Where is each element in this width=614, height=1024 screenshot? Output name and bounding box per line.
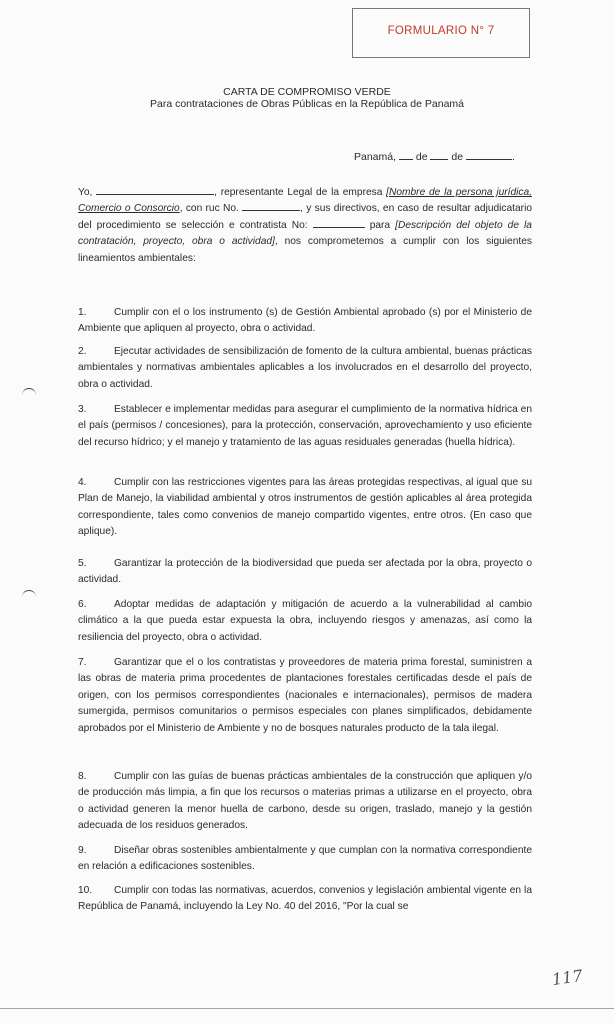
date-line: Panamá, de de .	[354, 151, 515, 163]
year-blank	[466, 150, 512, 160]
commitment-text: Garantizar la protección de la biodiversidad que pueda ser afectada por la obra, proyecto o actividad.	[78, 558, 532, 586]
contract-number-blank	[313, 218, 365, 228]
commitment-number: 2.	[78, 346, 87, 357]
intro-directivos: , y sus directivos, en caso de resultar adjudicatario del procedimiento se selección e contratista No:	[78, 203, 533, 231]
handwritten-page-number: 117	[550, 965, 584, 990]
commitment-item	[78, 475, 532, 541]
commitment-number: 6.	[78, 599, 87, 610]
commitment-number: 5.	[78, 558, 87, 569]
commitment-text: Diseñar obras sostenibles ambientalmente y que cumplan con la normativa correspondiente en relación a edificaciones sostenibles.	[78, 845, 532, 873]
month-blank	[430, 150, 448, 160]
commitment-number: 10.	[78, 885, 93, 896]
date-city: Panamá,	[354, 151, 397, 163]
commitment-item	[78, 305, 532, 338]
commitment-text: Ejecutar actividades de sensibilización de fomento de la cultura ambiental, buenas prácticas ambientales y normativas ambientales aplicables a los involucrados en el desarrollo del proyecto, obra o actividad.	[78, 346, 532, 390]
commitment-number: 1.	[78, 307, 87, 318]
ruc-blank	[242, 201, 300, 211]
commitment-item	[78, 769, 532, 835]
commitment-number: 7.	[78, 657, 87, 668]
commitment-text: Establecer e implementar medidas para asegurar el cumplimiento de la normativa hídrica en el país (permisos / concesiones), para la protección, conservación, aprovechamiento y uso eficiente del recurso hídrico; y el manejo y tratamiento de las aguas residuales generadas (huella hídrica).	[78, 404, 532, 448]
commitment-number: 3.	[78, 404, 87, 415]
name-blank	[96, 185, 214, 195]
commitment-text: Adoptar medidas de adaptación y mitigación de acuerdo a la vulnerabilidad al cambio climático a la que pueda estar expuesta la obra, incluyendo riesgos y amenazas, así como la resiliencia del proyecto, obra o actividad.	[78, 599, 532, 643]
commitment-item	[78, 556, 532, 589]
form-number-box	[352, 8, 530, 58]
intro-end: , nos comprometemos a cumplir con los siguientes lineamientos ambientales:	[78, 236, 532, 264]
scan-edge-line	[0, 1008, 614, 1009]
form-number-label: FORMULARIO N° 7	[387, 25, 495, 37]
commitment-item	[78, 402, 532, 451]
binder-hole-mark	[22, 590, 36, 599]
company-placeholder: [Nombre de la persona jurídica, Comercio o Consorcio	[78, 187, 532, 215]
day-blank	[399, 150, 413, 160]
binder-hole-mark	[22, 388, 36, 397]
commitment-number: 9.	[78, 845, 87, 856]
intro-para: para	[369, 219, 391, 231]
commitment-text: Cumplir con las guías de buenas prácticas ambientales de la construcción que apliquen y/o de producción más limpia, a fin que los recursos o materias primas a utilizarse en el proyecto, obra o actividad generen la menor huella de carbono, desde su origen, traslado, manejo y la gestión adecuada de los residuos generados.	[78, 771, 532, 832]
description-placeholder: [Descripción del objeto de la contratación, proyecto, obra o actividad]	[78, 219, 532, 248]
date-de-1: de	[415, 151, 428, 163]
commitment-text: Cumplir con el o los instrumento (s) de Gestión Ambiental aprobado (s) por el Ministerio de Ambiente que apliquen al proyecto, obra o actividad.	[78, 307, 532, 335]
commitment-text: Garantizar que el o los contratistas y proveedores de materia prima forestal, suministren a las obras de materia prima procedentes de plantaciones forestales certificadas desde el país de origen, con los permisos correspondientes (nacionales e internacionales), permisos de madera sumergida, permisos comunitarios o permisos especiales con planes simplificados, debidamente aprobados por el Ministerio de Ambiente y no de bosques naturales producto de la tala ilegal.	[78, 657, 532, 734]
intro-yo: Yo,	[78, 187, 93, 198]
intro-representative: , representante Legal de la empresa	[214, 187, 383, 198]
date-de-2: de	[451, 151, 464, 163]
commitment-number: 4.	[78, 477, 87, 488]
commitment-item	[78, 597, 532, 646]
document-subtitle: Para contrataciones de Obras Públicas en la República de Panamá	[149, 98, 465, 110]
commitment-item	[78, 883, 532, 916]
document-title: CARTA DE COMPROMISO VERDE	[223, 86, 391, 98]
commitment-number: 8.	[78, 771, 87, 782]
commitment-item	[78, 344, 532, 393]
commitment-text: Cumplir con todas las normativas, acuerdos, convenios y legislación ambiental vigente en la República de Panamá, incluyendo la Ley No. 40 del 2016, "Por la cual se	[78, 885, 532, 913]
intro-paragraph	[78, 185, 532, 267]
commitment-text: Cumplir con las restricciones vigentes para las áreas protegidas respectivas, al igual que su Plan de Manejo, la viabilidad ambiental y otros instrumentos de gestión aplicables al área protegida correspondiente, tales como convenios de manejo compartido vigentes, entre otros. (En caso que aplique).	[78, 477, 532, 538]
intro-ruc: , con ruc No.	[179, 203, 239, 215]
commitment-item	[78, 655, 532, 737]
commitment-item	[78, 843, 532, 876]
